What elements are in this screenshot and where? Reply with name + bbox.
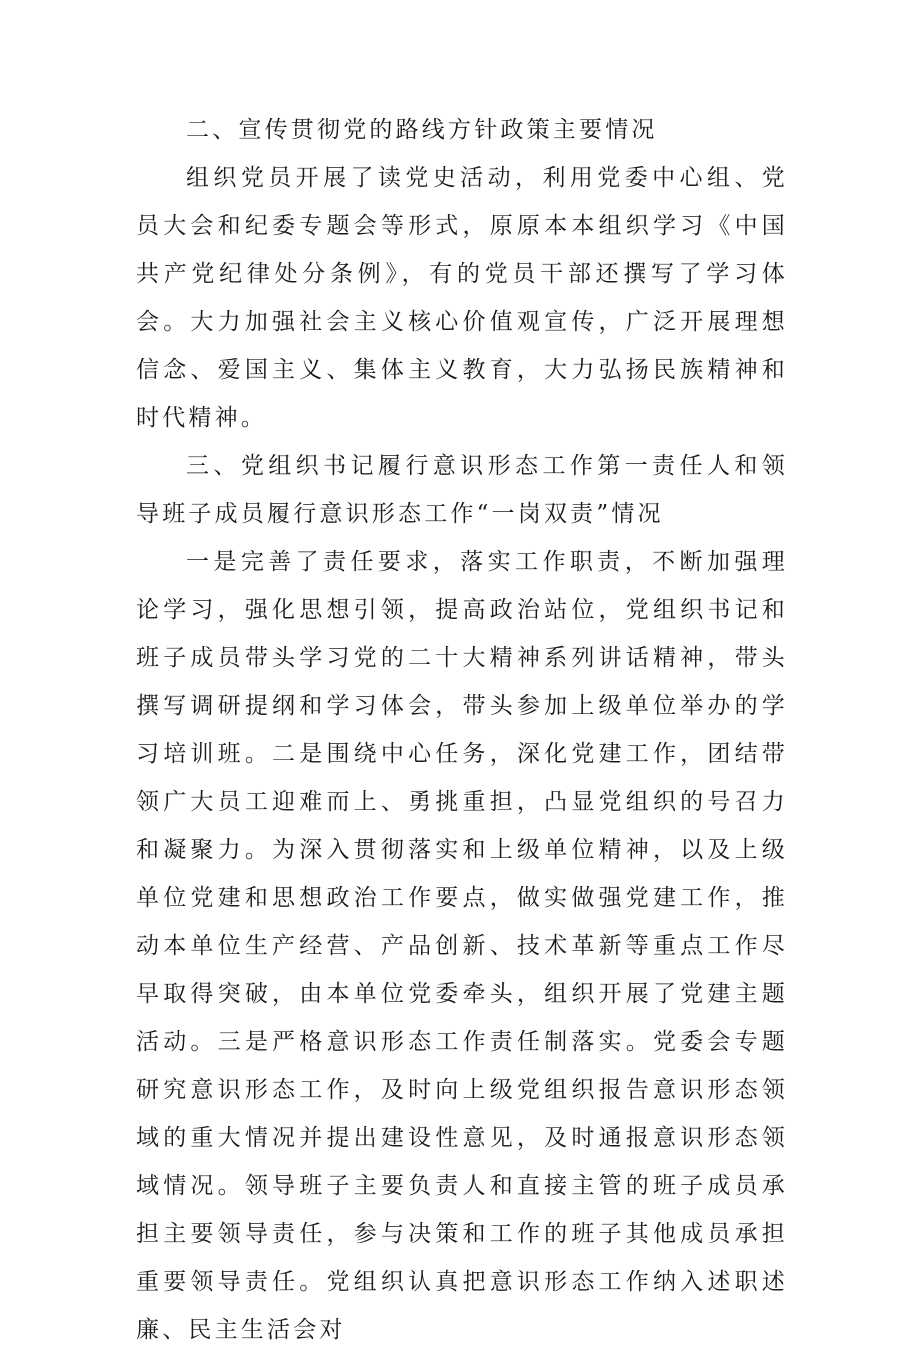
document-body (136, 106, 788, 1354)
section-3-paragraph: 一是完善了责任要求，落实工作职责，不断加强理论学习，强化思想引领，提高政治站位，党组织书记和班子成员带头学习党的二十大精神系列讲话精神，带头撰写调研提纲和学习体会，带头参加上级单位举办的学习培训班。二是围绕中心任务，深化党建工作，团结带领广大员工迎难而上、勇挑重担，凸显党组织的号召力和凝聚力。为深入贯彻落实和上级单位精神，以及上级单位党建和思想政治工作要点，做实做强党建工作，推动本单位生产经营、产品创新、技术革新等重点工作尽早取得突破，由本单位党委牵头，组织开展了党建主题活动。三是严格意识形态工作责任制落实。党委会专题研究意识形态工作，及时向上级党组织报告意识形态领域的重大情况并提出建设性意见，及时通报意识形态领域情况。领导班子主要负责人和直接主管的班子成员承担主要领导责任，参与决策和工作的班子其他成员承担重要领导责任。党组织认真把意识形态工作纳入述职述廉、民主生活会对 (136, 549, 788, 1343)
section-heading-3: 三、党组织书记履行意识形态工作第一责任人和领导班子成员履行意识形态工作“一岗双责”情况 (136, 453, 788, 527)
section-2-paragraph: 组织党员开展了读党史活动，利用党委中心组、党员大会和纪委专题会等形式，原原本本组织学习《中国共产党纪律处分条例》，有的党员干部还撰写了学习体会。大力加强社会主义核心价值观宣传，广泛开展理想信念、爱国主义、集体主义教育，大力弘扬民族精神和时代精神。 (136, 165, 788, 431)
section-heading-2: 二、宣传贯彻党的路线方针政策主要情况 (186, 117, 658, 143)
